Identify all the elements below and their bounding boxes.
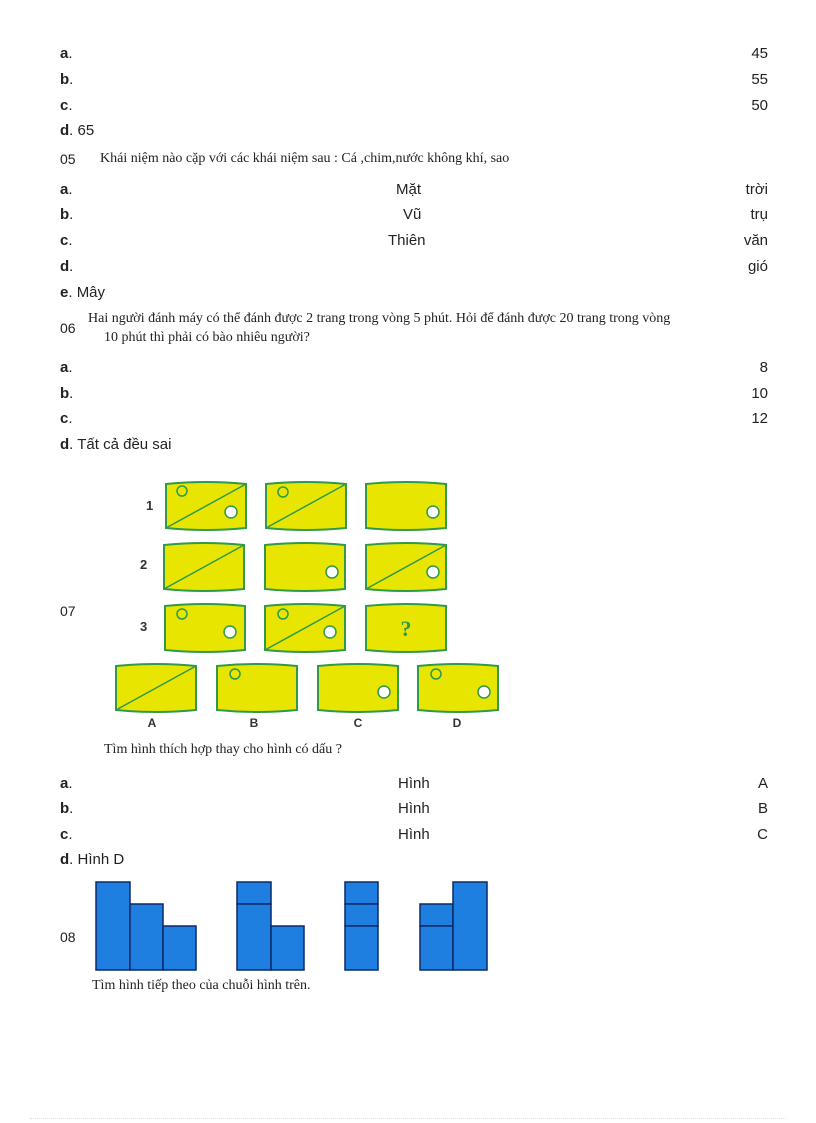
tile-r1c1 (166, 482, 246, 530)
question-text: Tìm hình thích hợp thay cho hình có dấu ? (104, 742, 342, 757)
option-letter: a (60, 775, 69, 792)
question-mark: ? (400, 616, 412, 641)
tile-r3c3-unknown (366, 604, 446, 652)
tile-r3c1 (165, 604, 245, 652)
option-letter: d (60, 122, 70, 139)
question-number: 08 (60, 929, 76, 945)
tile-r2c2 (265, 543, 345, 591)
white-dot (324, 626, 336, 638)
tile-shape (217, 664, 297, 712)
question-text-line1: Hai người đánh máy có thể đánh được 2 trang trong vòng 5 phút. Hỏi để đánh được 20 trang trong vòng (88, 311, 671, 326)
q05-option-c: c. (60, 232, 73, 249)
option-letter: b (60, 385, 70, 402)
q07-option-a-word2: A (757, 775, 768, 792)
block-figure-3 (345, 882, 378, 970)
question-number: 07 (60, 603, 76, 619)
answer-label-d: D (452, 716, 462, 730)
question-number: 06 (60, 320, 76, 336)
q05-option-b: b. (60, 206, 74, 223)
white-dot (478, 686, 490, 698)
q05-option-d-word2: gió (747, 258, 768, 275)
option-letter: b (60, 800, 70, 817)
q06-option-c: c. (60, 410, 73, 427)
q04-option-c: c. (60, 97, 73, 114)
q07-option-b-word1: Hình (398, 800, 430, 817)
q04-option-b-value: 55 (751, 71, 768, 88)
q07-option-c-word2: C (757, 826, 768, 843)
q04-option-b: b. (60, 71, 74, 88)
block-figure-4 (420, 882, 487, 970)
option-text: Tất cả đều sai (77, 436, 172, 453)
block (130, 904, 163, 970)
block (345, 882, 378, 904)
option-letter: c (60, 410, 69, 427)
q04-option-c-value: 50 (751, 97, 768, 114)
q06-option-b-value: 10 (751, 385, 768, 402)
option-letter: b (60, 71, 70, 88)
option-letter: d (60, 436, 70, 453)
block (237, 904, 271, 970)
tile-r2c3 (366, 543, 446, 591)
q07-option-d: d. Hình D (60, 851, 125, 868)
option-letter: d (60, 258, 70, 275)
answer-label-a: A (147, 716, 157, 730)
white-dot (378, 686, 390, 698)
block (345, 904, 378, 926)
row-label-1: 1 (146, 498, 154, 513)
q04-option-a: a. (60, 45, 73, 62)
answer-tile-d (418, 664, 498, 712)
q05-option-b-word2: trụ (750, 206, 768, 223)
q06-option-c-value: 12 (751, 410, 768, 427)
q05-option-a-word2: trời (745, 181, 768, 198)
block-figure-2 (237, 882, 304, 970)
option-text: 65 (77, 122, 95, 139)
q07-option-a: a. (60, 775, 73, 792)
block (345, 926, 378, 970)
q05-option-c-word2: văn (743, 232, 768, 249)
q04-option-d: d. 65 (60, 122, 95, 139)
block (453, 882, 487, 970)
answer-tile-a (116, 664, 196, 712)
answer-label-c: C (353, 716, 363, 730)
q07-option-b: b. (60, 800, 74, 817)
option-letter: d (60, 851, 70, 868)
q05-option-c-word1: Thiên (388, 232, 426, 249)
answer-tile-c (318, 664, 398, 712)
q05-option-e: e. Mây (60, 284, 106, 301)
q07-puzzle-figure (100, 470, 520, 740)
white-dot (427, 566, 439, 578)
q06-option-d: d. Tất cả đều sai (60, 436, 172, 453)
option-text: Hình D (77, 851, 125, 868)
q07-option-c: c. (60, 826, 73, 843)
white-dot (326, 566, 338, 578)
q05-option-d: d. (60, 258, 74, 275)
block (420, 904, 453, 926)
block (163, 926, 196, 970)
q06-option-a-value: 8 (759, 359, 768, 376)
option-letter: c (60, 232, 69, 249)
q07-option-b-word2: B (757, 800, 768, 817)
q05-option-a-word1: Mặt (396, 181, 422, 198)
q06-option-b: b. (60, 385, 74, 402)
tile-r2c1 (164, 543, 244, 591)
white-dot (225, 506, 237, 518)
question-text-line2: 10 phút thì phải có bào nhiêu người? (104, 330, 310, 345)
option-letter: a (60, 181, 69, 198)
q06-option-a: a. (60, 359, 73, 376)
q04-option-a-value: 45 (751, 45, 768, 62)
q07-option-c-word1: Hình (398, 826, 430, 843)
question-text: Khái niệm nào cặp với các khái niệm sau : Cá ,chim,nước không khí, sao (100, 151, 510, 166)
option-letter: e (60, 284, 69, 301)
answer-tile-b (217, 664, 297, 712)
answer-label-b: B (249, 716, 259, 730)
page-bottom-rule (30, 1118, 786, 1119)
option-text: Mây (76, 284, 106, 301)
block (96, 882, 130, 970)
q05-option-b-word1: Vũ (403, 206, 422, 223)
option-letter: a (60, 359, 69, 376)
row-label-3: 3 (140, 619, 148, 634)
tile-r1c3 (366, 482, 446, 530)
option-letter: b (60, 206, 70, 223)
white-dot (427, 506, 439, 518)
block (271, 926, 304, 970)
question-number: 05 (60, 151, 76, 167)
question-text: Tìm hình tiếp theo của chuỗi hình trên. (92, 978, 311, 993)
option-letter: c (60, 826, 69, 843)
option-letter: a (60, 45, 69, 62)
block-figure-1 (96, 882, 196, 970)
tile-r3c2 (265, 604, 345, 652)
block (237, 882, 271, 904)
tile-r1c2 (266, 482, 346, 530)
row-label-2: 2 (140, 557, 148, 572)
q07-option-a-word1: Hình (398, 775, 430, 792)
q08-block-sequence-figure (90, 875, 500, 975)
block (420, 926, 453, 970)
q05-option-a: a. (60, 181, 73, 198)
white-dot (224, 626, 236, 638)
option-letter: c (60, 97, 69, 114)
